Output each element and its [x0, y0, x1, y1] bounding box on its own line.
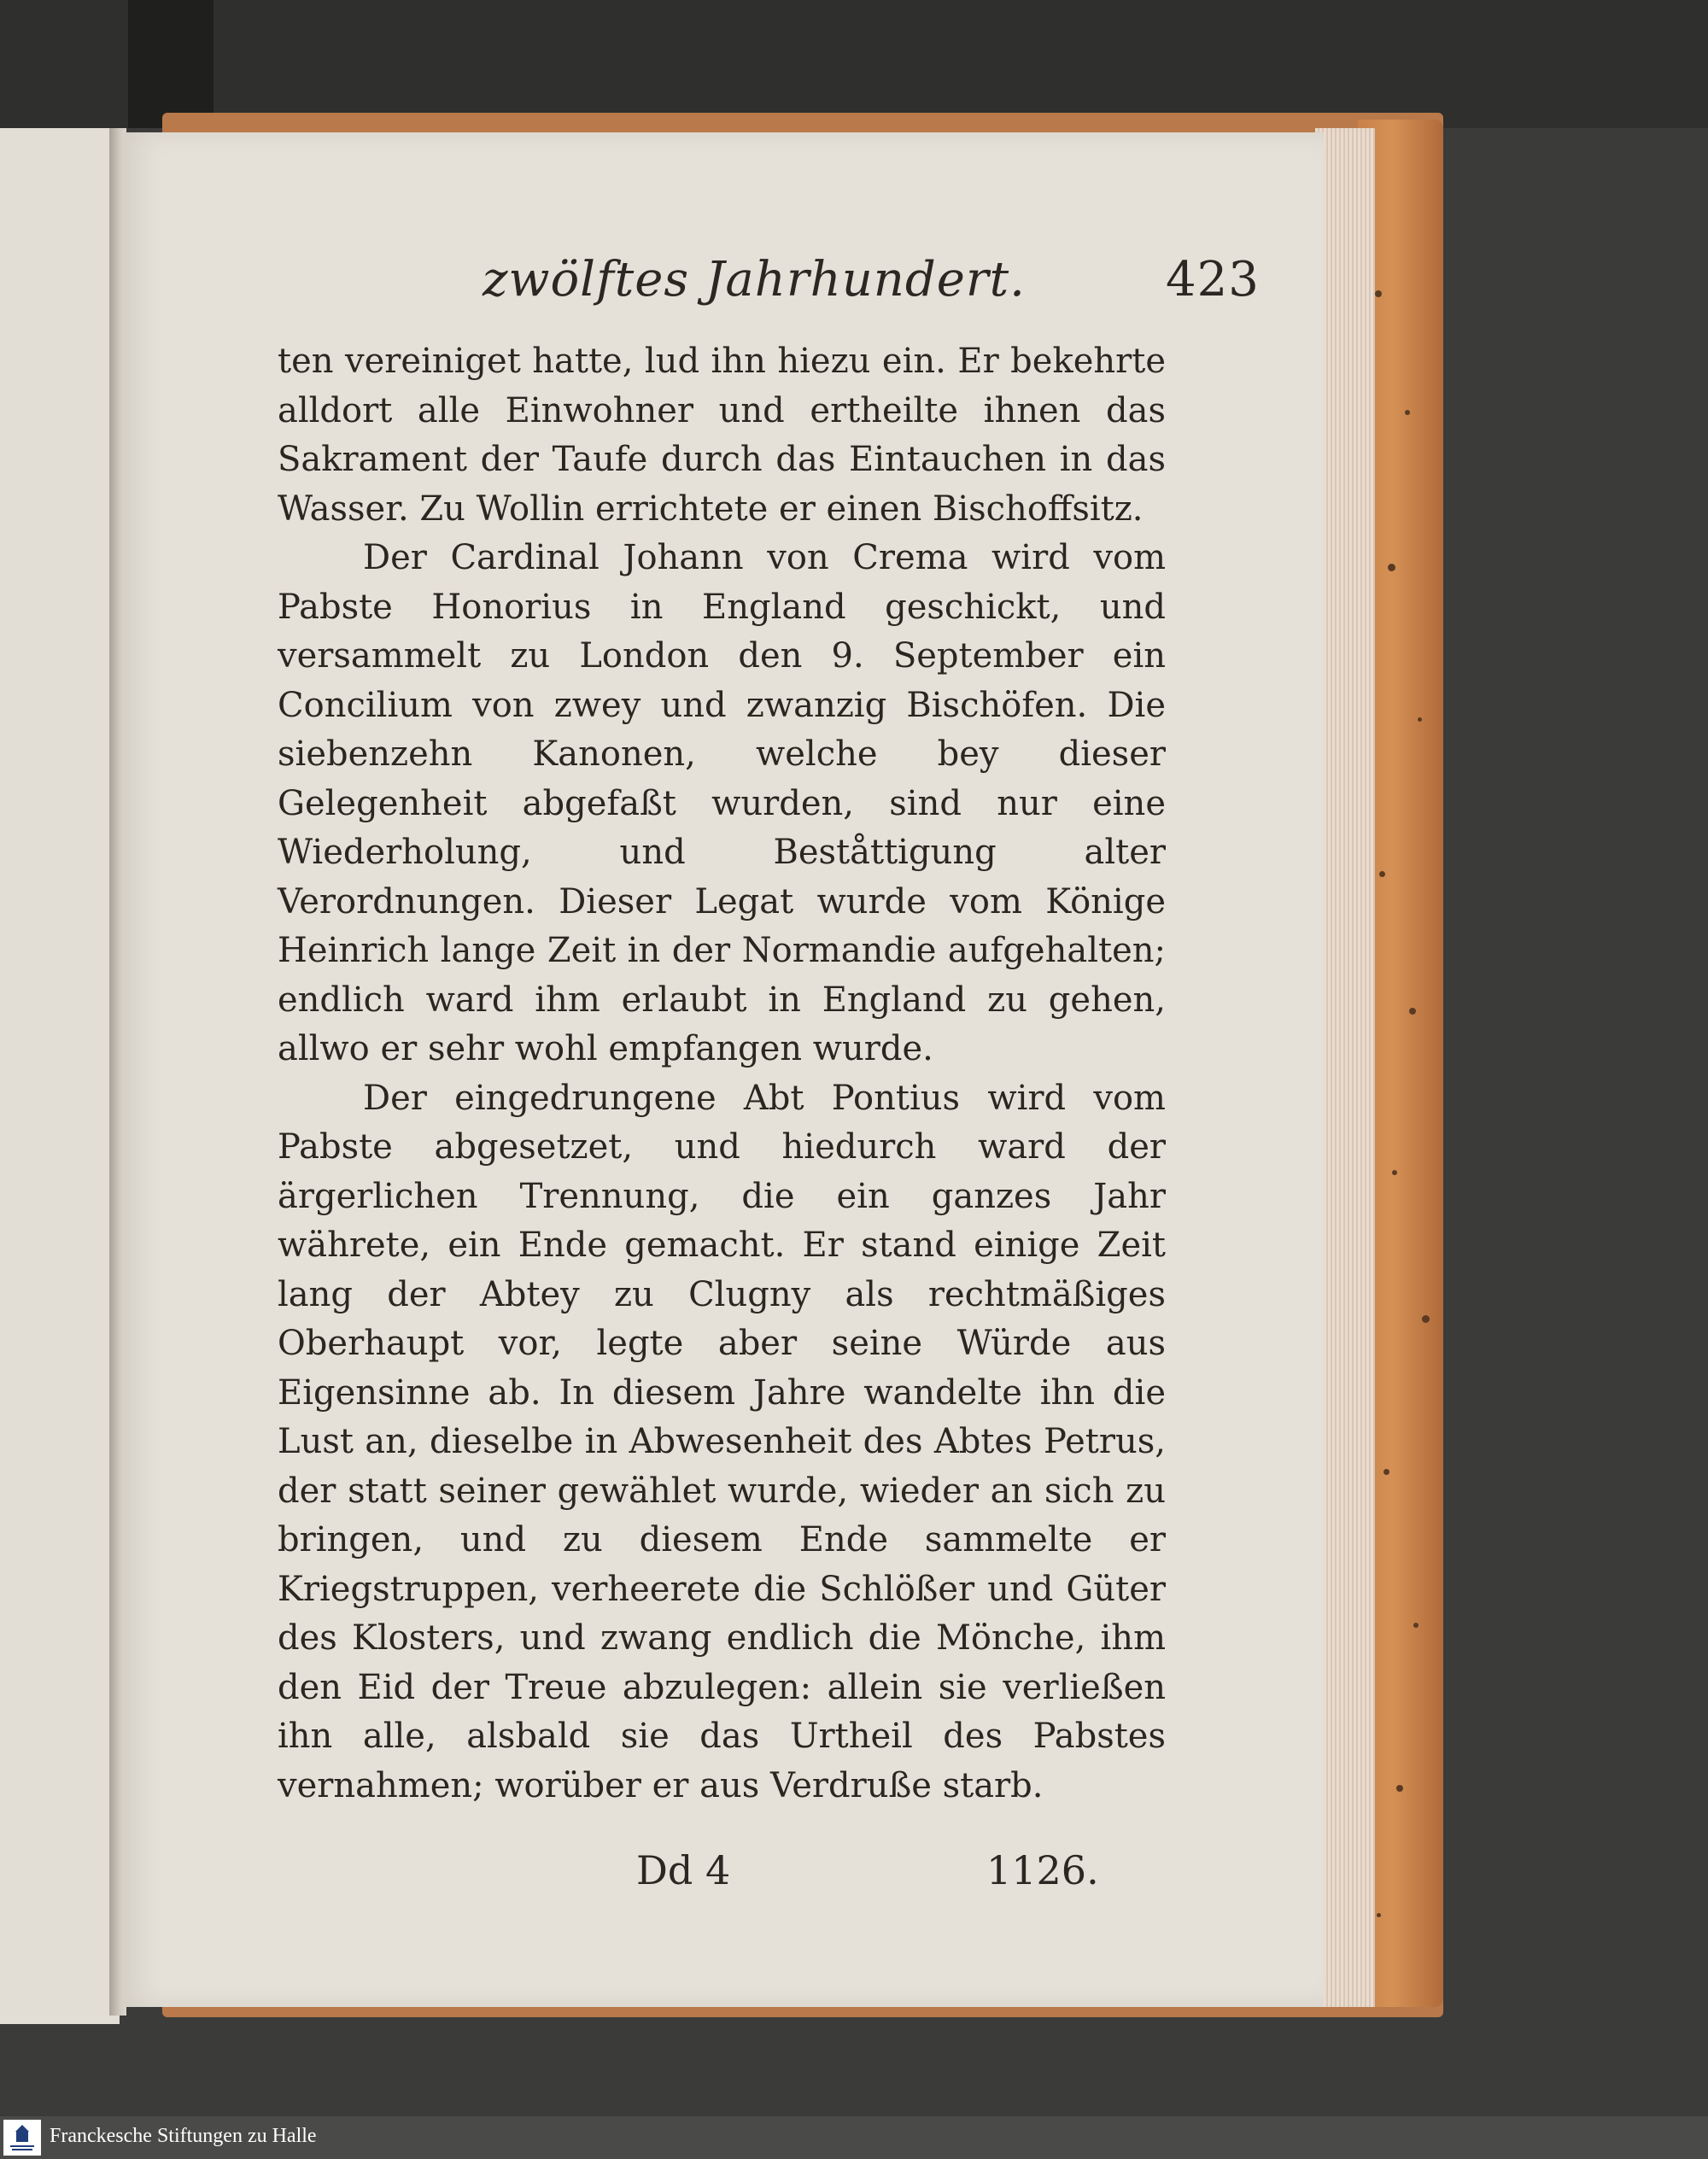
- page-number: 423: [1166, 252, 1260, 307]
- footer-label: Franckesche Stiftungen zu Halle: [50, 2125, 317, 2147]
- catchword: 1126.: [986, 1847, 1099, 1893]
- spine-shadow: [128, 0, 214, 128]
- paragraph: Der eingedrungene Abt Pontius wird vom Pabste abgesetzet, und hiedurch ward der ärgerlichen Trennung, die ein ganzes Jahr währete, ein Ende gemacht. Er stand einige Zeit lang der Abtey zu Clugny als rechtmäßiges Oberhaupt vor, legte aber seine Würde aus Eigensinne ab. In diesem Jahre wandelte ihn die Lust an, dieselbe in Abwesenheit des Abtes Petrus, der statt seiner gewählet wurde, wieder an sich zu bringen, und zu diesem Ende sammelte er Kriegstruppen, verheerete die Schlößer und Güter des Klosters, und zwang endlich die Mönche, ihm den Eid der Treue abzulegen: allein sie verließen ihn alle, alsbald sie das Urtheil des Pabstes vernahmen; worüber er aus Verdruße starb.: [278, 1078, 1166, 1805]
- footer-bar: [0, 2116, 1708, 2159]
- background-shadow: [0, 0, 1708, 128]
- book-page: [124, 132, 1324, 2007]
- paragraph: Der Cardinal Johann von Crema wird vom Pabste Honorius in England geschickt, und versammelt zu London den 9. September ein Concilium von zwey und zwanzig Bischöfen. Die siebenzehn Kanonen, welche bey dieser Gelegenheit abgefaßt wurden, sind nur eine Wiederholung, und Beståttigung alter Verordnungen. Dieser Legat wurde vom Könige Heinrich lange Zeit in der Normandie aufgehalten; endlich ward ihm erlaubt in England zu gehen, allwo er sehr wohl empfangen wurde.: [278, 538, 1166, 1068]
- header-title: zwölftes Jahrhundert.: [483, 252, 1026, 307]
- left-page-edge: [0, 128, 120, 2024]
- francke-logo-icon: [3, 2120, 41, 2156]
- signature-mark: Dd 4: [636, 1847, 731, 1893]
- paragraph: ten vereiniget hatte, lud ihn hiezu ein. Er bekehrte alldort alle Einwohner und ertheilte ihnen das Sakrament der Taufe durch das Eintauchen in das Wasser. Zu Wollin errichtete er einen Bischoffsitz.: [278, 342, 1166, 529]
- body-text: [278, 337, 1166, 1811]
- page-edges: [1315, 128, 1375, 2007]
